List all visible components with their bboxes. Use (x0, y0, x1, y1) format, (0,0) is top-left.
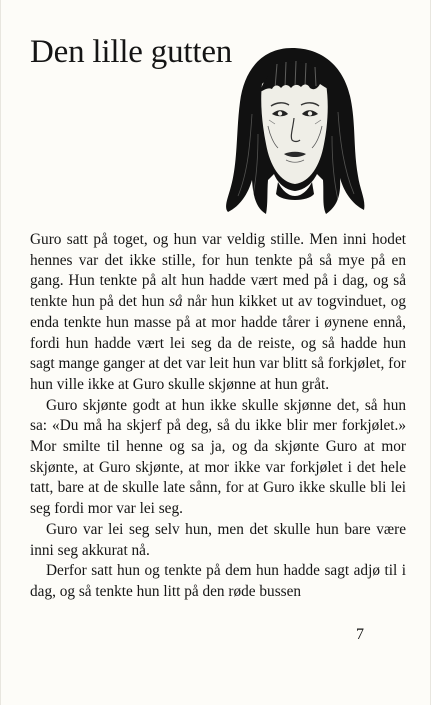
emphasized-word: så (169, 293, 183, 311)
paragraph-text: når hun kikket ut av togvinduet, og enda tenkte hun masse på at mor hadde tårer i øynene ennå, fordi hun hadde vært lei seg da de reiste, og så hadde hun sagt mange ganger at det var leit hun var blitt så forkjølet, for hun ville ikke at Guro skulle skjønne at hun gråt. (30, 293, 406, 393)
body-text (30, 230, 406, 603)
page-title: Den lille gutten (30, 34, 233, 70)
girl-portrait-illustration (222, 44, 368, 220)
paragraph-text: Guro satt på toget, og hun var veldig stille. Men inni hodet hennes var det ikke stille, for hun tenkte på så mye på en gang. Hun tenkte på alt hun hadde vært med på i dag, og så tenkte hun på det hun (30, 231, 406, 311)
paragraph: Guro var lei seg selv hun, men det skulle hun bare være inni seg akkurat nå. (30, 520, 406, 559)
page-number: 7 (356, 626, 364, 643)
paragraph: Derfor satt hun og tenkte på dem hun hadde sagt adjø til i dag, og så tenkte hun litt på den røde bussen (30, 562, 406, 600)
paragraph (30, 230, 406, 396)
paragraph: Guro skjønte godt at hun ikke skulle skjønne det, så hun sa: «Du må ha skjerf på deg, så du ikke blir mer forkjølet.» Mor smilte til henne og sa ja, og da skjønte Guro at mor skjønte, at Guro skjønte, at mor ikke var forkjølet i det hele tatt, bare at de skulle late sånn, for at Guro ikke skulle bli lei seg fordi mor var lei seg. (30, 396, 406, 518)
